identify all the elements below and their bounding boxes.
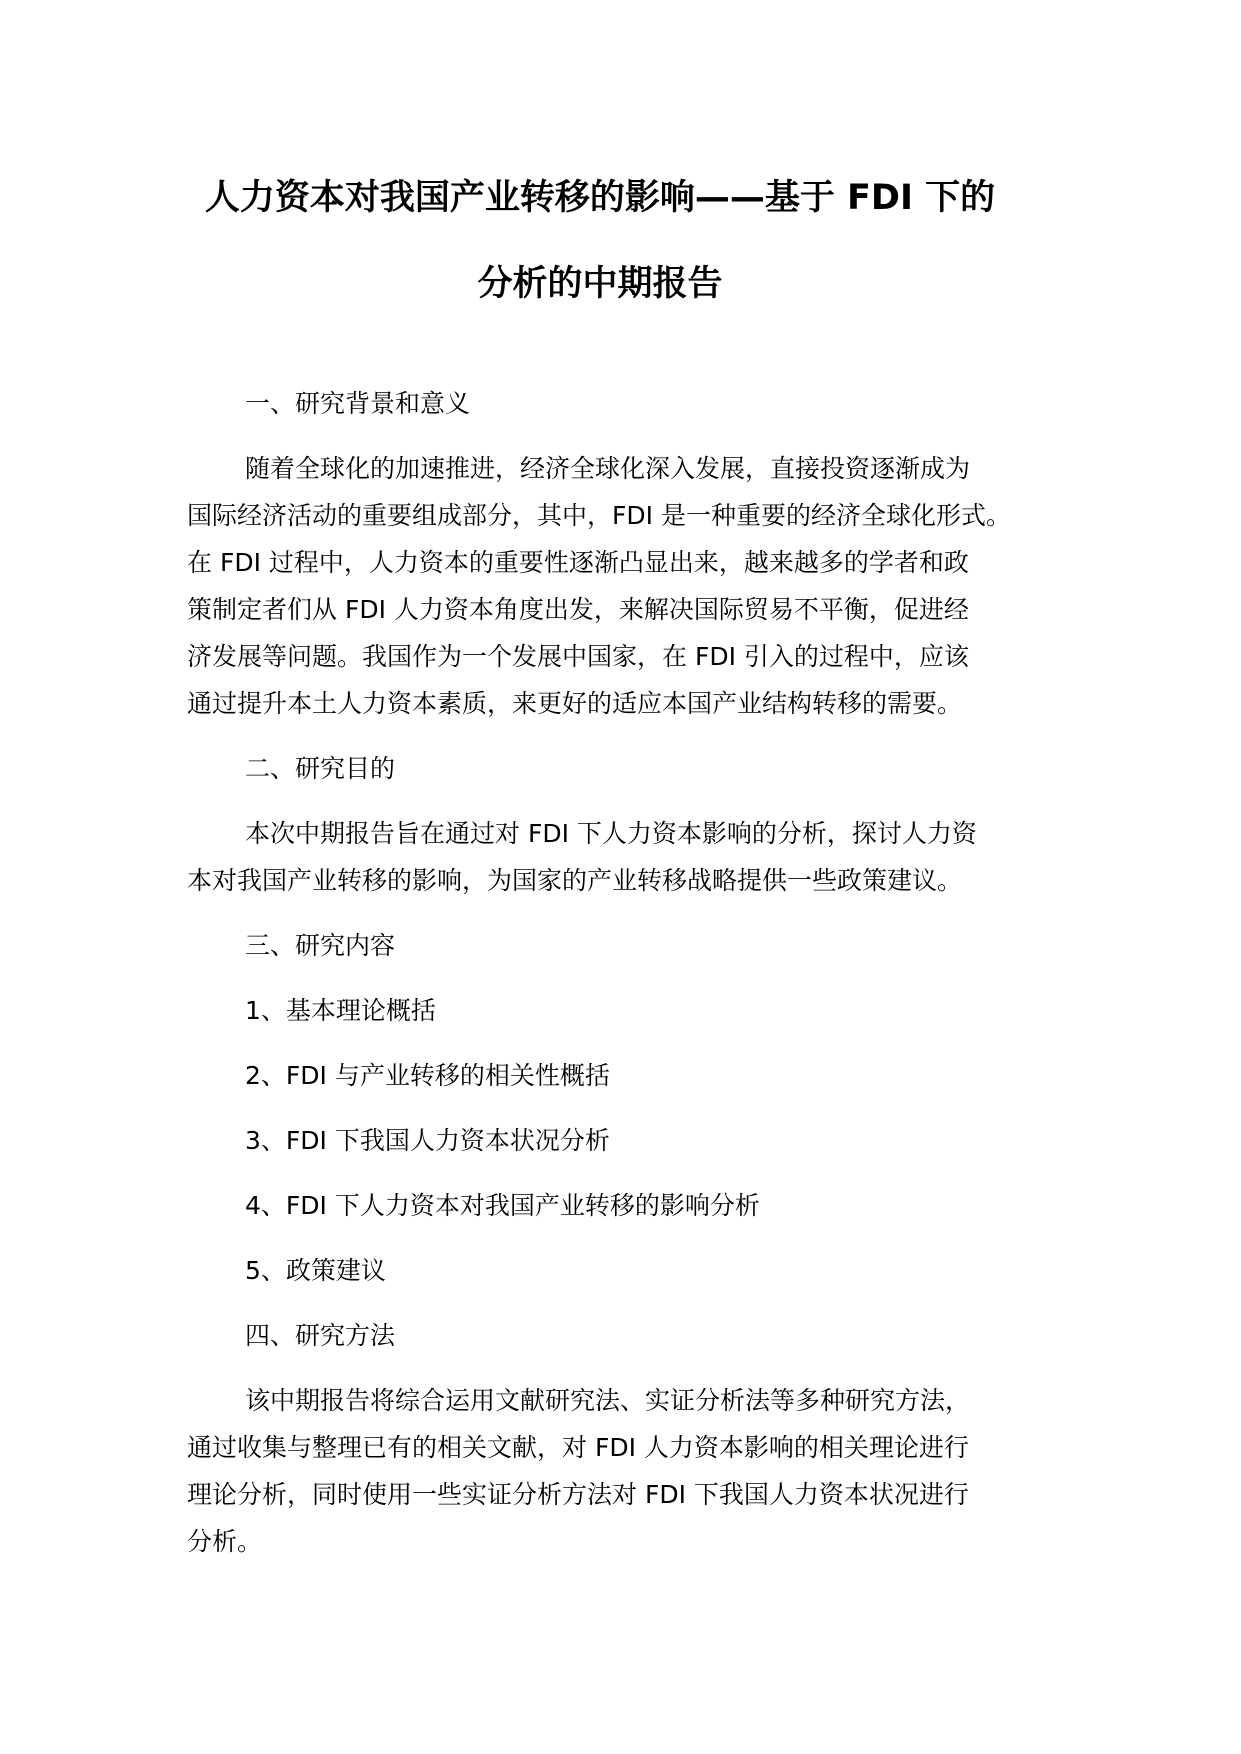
list-item: 1、基本理论概括 <box>245 996 436 1025</box>
paragraph-line: 理论分析，同时使用一些实证分析方法对 FDI 下我国人力资本状况进行 <box>187 1480 969 1509</box>
paragraph-background <box>187 445 1067 727</box>
section-heading-background: 一、研究背景和意义 <box>245 389 471 418</box>
paragraph-line: 国际经济活动的重要组成部分，其中，FDI 是一种重要的经济全球化形式。 <box>187 501 1011 530</box>
document-title-line-1: 人力资本对我国产业转移的影响——基于 FDI 下的 <box>204 178 996 218</box>
list-item: 3、FDI 下我国人力资本状况分析 <box>245 1126 610 1155</box>
paragraph-line: 本对我国产业转移的影响，为国家的产业转移战略提供一些政策建议。 <box>187 866 963 895</box>
list-item: 2、FDI 与产业转移的相关性概括 <box>245 1061 610 1090</box>
paragraph-methods <box>187 1377 1067 1565</box>
paragraph-line: 在 FDI 过程中，人力资本的重要性逐渐凸显出来，越来越多的学者和政 <box>187 548 969 577</box>
paragraph-line: 策制定者们从 FDI 人力资本角度出发，来解决国际贸易不平衡，促进经 <box>187 595 969 624</box>
paragraph-line: 通过收集与整理已有的相关文献，对 FDI 人力资本影响的相关理论进行 <box>187 1433 969 1462</box>
list-item: 4、FDI 下人力资本对我国产业转移的影响分析 <box>245 1191 760 1220</box>
paragraph-line: 随着全球化的加速推进，经济全球化深入发展，直接投资逐渐成为 <box>245 454 971 483</box>
paragraph-line: 该中期报告将综合运用文献研究法、实证分析法等多种研究方法， <box>245 1386 971 1415</box>
section-heading-content: 三、研究内容 <box>245 931 396 960</box>
section-heading-methods: 四、研究方法 <box>245 1321 396 1350</box>
section-heading-purpose: 二、研究目的 <box>245 754 396 783</box>
paragraph-line: 分析。 <box>187 1527 263 1556</box>
paragraph-line: 通过提升本土人力资本素质，来更好的适应本国产业结构转移的需要。 <box>187 689 963 718</box>
paragraph-line: 济发展等问题。我国作为一个发展中国家，在 FDI 引入的过程中，应该 <box>187 642 969 671</box>
paragraph-line: 本次中期报告旨在通过对 FDI 下人力资本影响的分析，探讨人力资 <box>245 819 977 848</box>
document-title-line-2: 分析的中期报告 <box>477 264 723 304</box>
paragraph-purpose <box>187 810 1067 904</box>
list-item: 5、政策建议 <box>245 1256 386 1285</box>
document-body <box>187 380 1067 1583</box>
